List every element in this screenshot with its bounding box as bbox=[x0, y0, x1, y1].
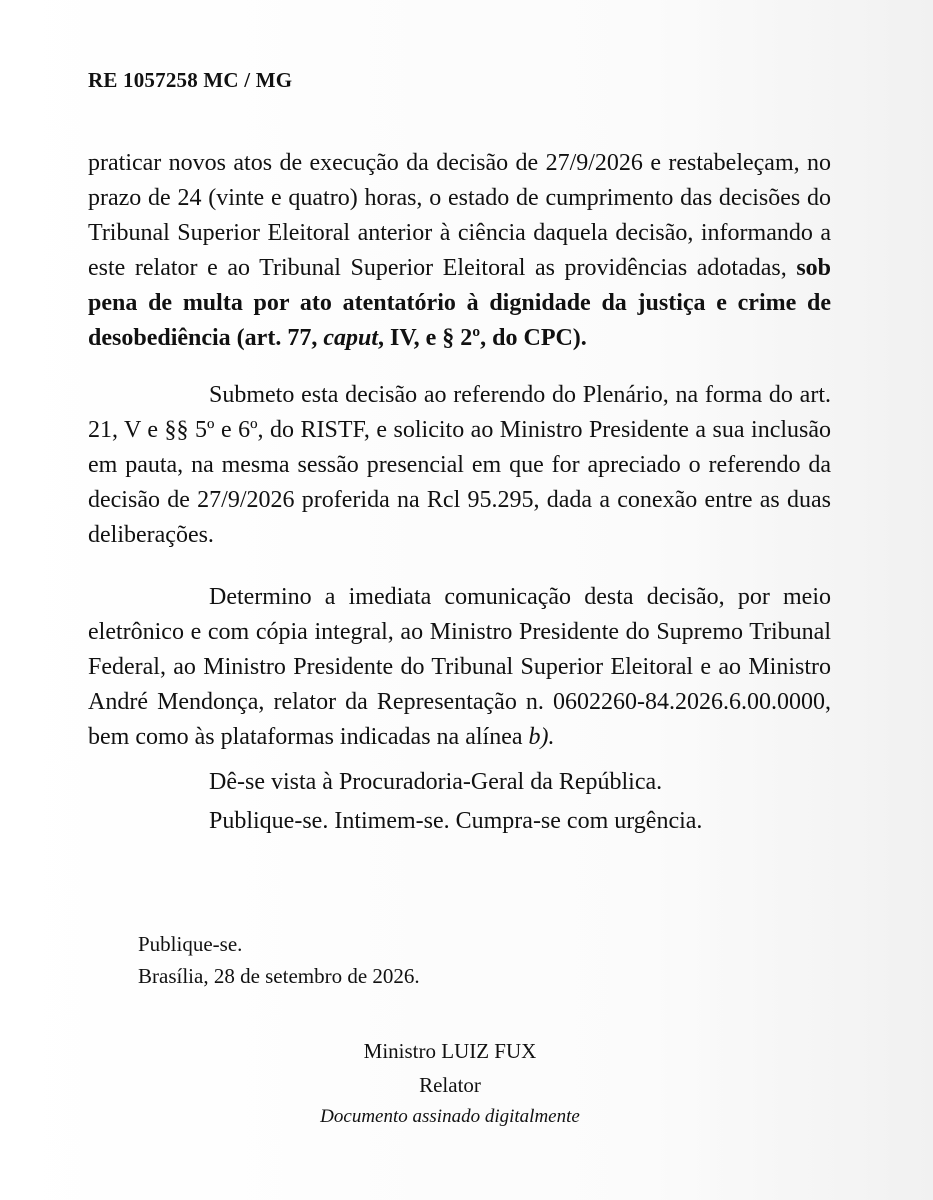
signer-name: Ministro LUIZ FUX bbox=[363, 1039, 537, 1063]
paragraph-referendum: Submeto esta decisão ao referendo do Plenário, na forma do art. 21, V e §§ 5º e 6º, do RISTF, e solicito ao Ministro Presidente a sua inclusão em pauta, na mesma sessão presencial em que for apreciado o referendo da decisão de 27/9/2026 proferida na Rcl 95.295, dada a conexão entre as duas deliberações. bbox=[88, 382, 831, 548]
closing-block bbox=[138, 928, 420, 992]
caput-term: caput bbox=[323, 325, 378, 351]
signature-block bbox=[300, 1034, 600, 1132]
place-date-line: Brasília, 28 de setembro de 2026. bbox=[138, 964, 420, 988]
paragraph-text: praticar novos atos de execução da decisão de 27/9/2026 e restabeleçam, no prazo de 24 (vinte e quatro) horas, o estado de cumprimento das decisões do Tribunal Superior Eleitoral anterior à ciência daquela decisão, informando a este relator e ao Tribunal Superior Eleitoral as providências adotadas, bbox=[88, 150, 831, 281]
publish-line: Publique-se. bbox=[138, 932, 243, 956]
penalty-clause-end: , IV, e § 2º, do CPC). bbox=[377, 325, 587, 351]
paragraph-execution-order bbox=[88, 146, 831, 356]
decision-body bbox=[88, 146, 831, 839]
digital-signature-note: Documento assinado digitalmente bbox=[320, 1106, 580, 1127]
signer-role: Relator bbox=[419, 1073, 481, 1097]
paragraph-publish-order: Publique-se. Intimem-se. Cumpra-se com urgência. bbox=[209, 808, 703, 834]
alinea-ref: b). bbox=[528, 724, 555, 750]
penalty-clause-text: sob pena de multa por ato atentatório à dignidade da justiça e crime de desobediência (art. 77, bbox=[88, 255, 831, 351]
paragraph-communication bbox=[88, 580, 831, 755]
paragraph-pgr-view: Dê-se vista à Procuradoria-Geral da República. bbox=[209, 769, 663, 795]
case-reference-header: RE 1057258 MC / MG bbox=[88, 68, 293, 92]
paragraph-text: Determino a imediata comunicação desta decisão, por meio eletrônico e com cópia integral, ao Ministro Presidente do Supremo Tribunal Federal, ao Ministro Presidente do Tribunal Superior Eleitoral e ao Ministro André Mendonça, relator da Representação n. 0602260-84.2026.6.00.0000, bem como às plataformas indicadas na alínea bbox=[88, 584, 831, 750]
